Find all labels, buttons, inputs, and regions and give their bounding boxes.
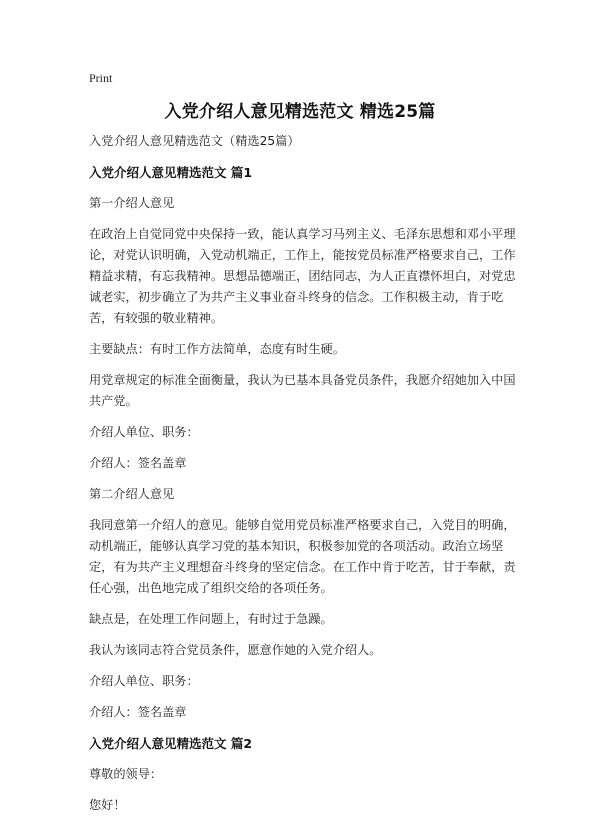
- paragraph: 您好！: [89, 798, 126, 812]
- paragraph: 用党章规定的标准全面衡量，我认为已基本具备党员条件，我愿介绍她加入中国共产党。: [89, 373, 516, 408]
- paragraph: 我同意第一介绍人的意见。能够自觉用党员标准严格要求自己，入党目的明确，动机端正，能够认真学习党的基本知识，积极参加党的各项活动。政治立场坚定，有为共产主义理想奋斗终身的坚定信念。在工作中肯于吃苦，甘于奉献，责任心强，出色地完成了组织交给的各项任务。: [89, 518, 516, 595]
- print-label[interactable]: Print: [89, 71, 113, 85]
- document-body: [89, 131, 519, 826]
- paragraph: 尊敬的领导：: [89, 767, 163, 781]
- paragraph: 介绍人单位、职务：: [89, 425, 199, 439]
- document-subtitle: 入党介绍人意见精选范文（精选25篇）: [89, 134, 300, 148]
- paragraph: 介绍人单位、职务：: [89, 674, 199, 688]
- paragraph: 我认为该同志符合党员条件，愿意作她的入党介绍人。: [89, 643, 382, 657]
- paragraph: 主要缺点：有时工作方法简单，态度有时生硬。: [89, 342, 345, 356]
- paragraph: 在政治上自觉同党中央保持一致，能认真学习马列主义、毛泽东思想和邓小平理论，对党认识明确，入党动机端正，工作上，能按党员标准严格要求自己，工作精益求精，有忘我精神。思想品德端正，团结同志，为人正直襟怀坦白，对党忠诚老实，初步确立了为共产主义事业奋斗终身的信念。工作积极主动，肯于吃苦，有较强的敬业精神。: [89, 227, 516, 325]
- paragraph: 缺点是，在处理工作问题上，有时过于急躁。: [89, 612, 333, 626]
- paragraph: 介绍人：签名盖章: [89, 456, 187, 470]
- paragraph: 第二介绍人意见: [89, 487, 175, 501]
- section-heading: 入党介绍人意见精选范文 篇1: [89, 165, 253, 180]
- paragraph: 第一介绍人意见: [89, 196, 175, 210]
- paragraph: 介绍人：签名盖章: [89, 705, 187, 719]
- section-heading: 入党介绍人意见精选范文 篇2: [89, 736, 253, 751]
- document-title: 入党介绍人意见精选范文 精选25篇: [164, 102, 436, 122]
